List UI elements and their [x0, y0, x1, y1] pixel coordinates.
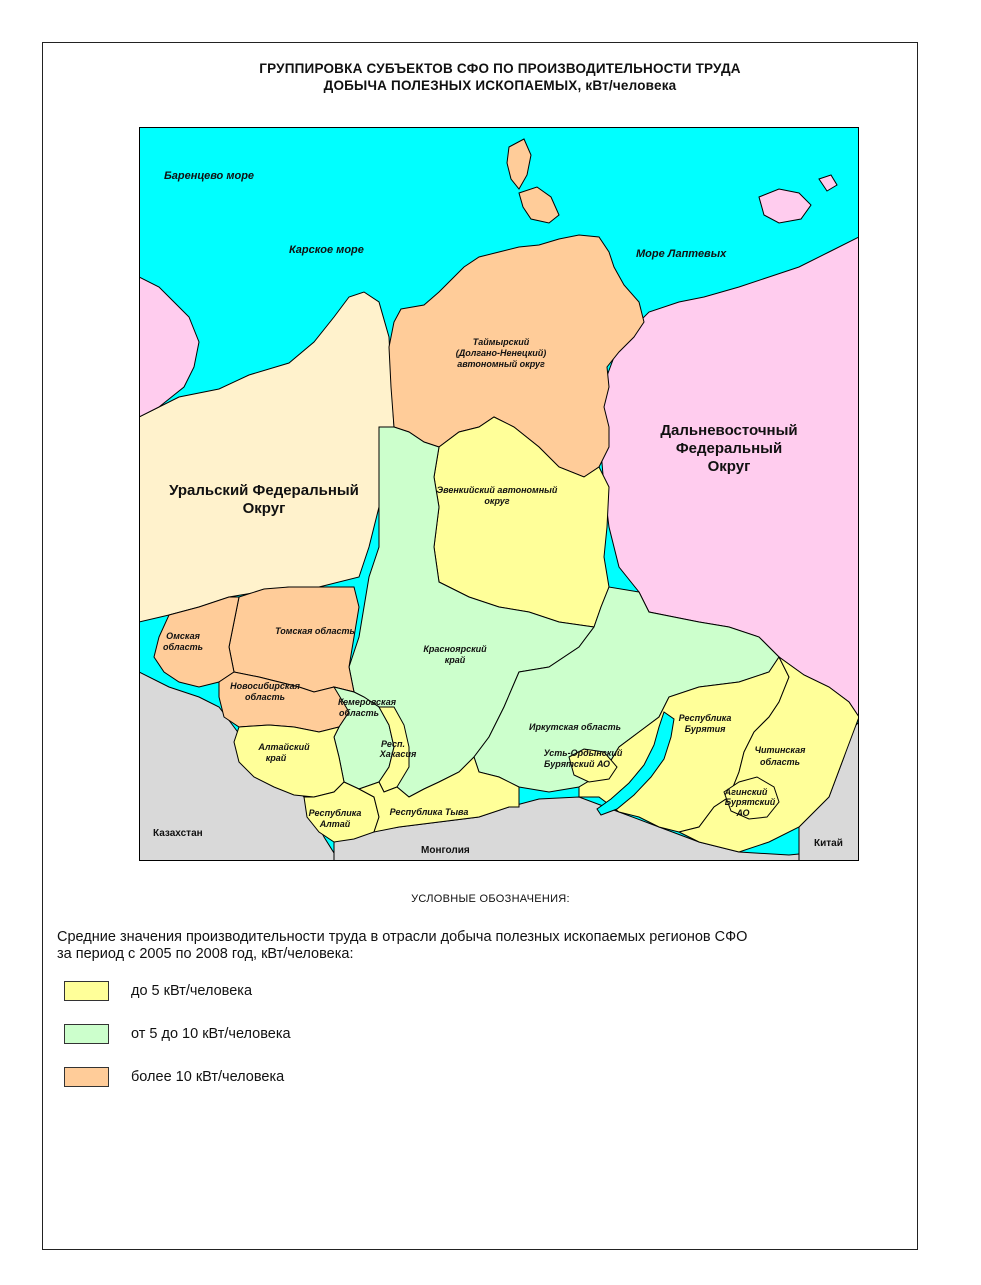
ust-orda-label-line1: Усть-Ордынский — [543, 748, 623, 758]
legend-swatch-high — [64, 1067, 109, 1087]
barents-sea-label: Баренцево море — [164, 170, 255, 182]
chita-label-line1: Читинская — [754, 745, 806, 755]
legend-description-line1: Средние значения производительности труда в отрасли добыча полезных ископаемых регионов СФО — [57, 929, 748, 945]
legend-label-low: до 5 кВт/человека — [131, 983, 253, 999]
novosibirsk-label-line1: Новосибирская — [230, 681, 300, 691]
far-east-label-line1: Дальневосточный — [660, 422, 798, 439]
chita-label-line2: область — [760, 757, 800, 767]
evenk-label-line1: Эвенкийский автономный — [436, 485, 558, 495]
altai-krai-label-line1: Алтайский — [258, 742, 310, 752]
legend-item-high — [64, 1065, 284, 1089]
khakassia-label-line1: Респ. — [380, 739, 406, 749]
buryatia-label-line2: Бурятия — [684, 724, 726, 734]
siberia-map — [139, 127, 859, 861]
legend-description-line2: за период с 2005 по 2008 год, кВт/человека: — [57, 946, 354, 962]
taimyr-label-line1: Таймырский — [472, 337, 530, 347]
aga-label-line3: АО — [736, 808, 750, 818]
legend-label-mid: от 5 до 10 кВт/человека — [131, 1026, 291, 1042]
taimyr-label-line3: автономный округ — [457, 359, 545, 369]
far-east-label-line3: Округ — [707, 458, 751, 475]
khakassia-label-line2: Хакасия — [379, 749, 417, 759]
aga-label-line1: Агинский — [724, 787, 768, 797]
china-label: Китай — [814, 838, 843, 849]
omsk-label-line2: область — [163, 642, 203, 652]
legend-swatch-mid — [64, 1024, 109, 1044]
map-title-line2: ДОБЫЧА ПОЛЕЗНЫХ ИСКОПАЕМЫХ, кВт/человека — [323, 78, 677, 93]
ural-label-line1: Уральский Федеральный — [169, 482, 359, 499]
legend-label-high: более 10 кВт/человека — [131, 1069, 285, 1085]
map-title-line1: ГРУППИРОВКА СУБЪЕКТОВ СФО ПО ПРОИЗВОДИТЕЛЬНОСТИ ТРУДА — [259, 61, 741, 76]
legend-swatch-low — [64, 981, 109, 1001]
ust-orda-label-line2: Бурятский АО — [543, 759, 611, 769]
legend-description — [57, 929, 887, 963]
laptev-sea-label: Море Лаптевых — [636, 248, 727, 260]
mongolia-label: Монголия — [421, 845, 470, 856]
krasnoyarsk-label-line2: край — [444, 655, 466, 665]
krasnoyarsk-label-line1: Красноярский — [423, 644, 487, 654]
ural-label-line2: Округ — [242, 500, 286, 517]
altai-krai-label-line2: край — [265, 753, 287, 763]
taimyr-label-line2: (Долгано-Ненецкий) — [455, 348, 547, 358]
novosibirsk-label-line2: область — [245, 692, 285, 702]
kemerovo-label-line1: Кемеровская — [337, 697, 397, 707]
tomsk-label: Томская область — [275, 626, 355, 636]
omsk-label-line1: Омская — [166, 631, 200, 641]
evenk-label-line2: округ — [484, 496, 510, 506]
irkutsk-label: Иркутская область — [529, 722, 621, 732]
tyva-label: Республика Тыва — [389, 807, 469, 817]
kara-sea-label: Карское море — [289, 244, 364, 256]
legend-item-mid — [64, 1022, 291, 1046]
buryatia-label-line1: Республика — [678, 713, 732, 723]
altai-republic-label-line2: Алтай — [319, 819, 351, 829]
kemerovo-label-line2: область — [339, 708, 379, 718]
legend-title: УСЛОВНЫЕ ОБОЗНАЧЕНИЯ: — [411, 893, 570, 905]
kazakhstan-label: Казахстан — [153, 828, 203, 839]
far-east-label-line2: Федеральный — [675, 440, 783, 457]
legend-item-low — [64, 979, 252, 1003]
aga-label-line2: Бурятский — [724, 797, 776, 807]
altai-republic-label-line1: Республика — [308, 808, 362, 818]
